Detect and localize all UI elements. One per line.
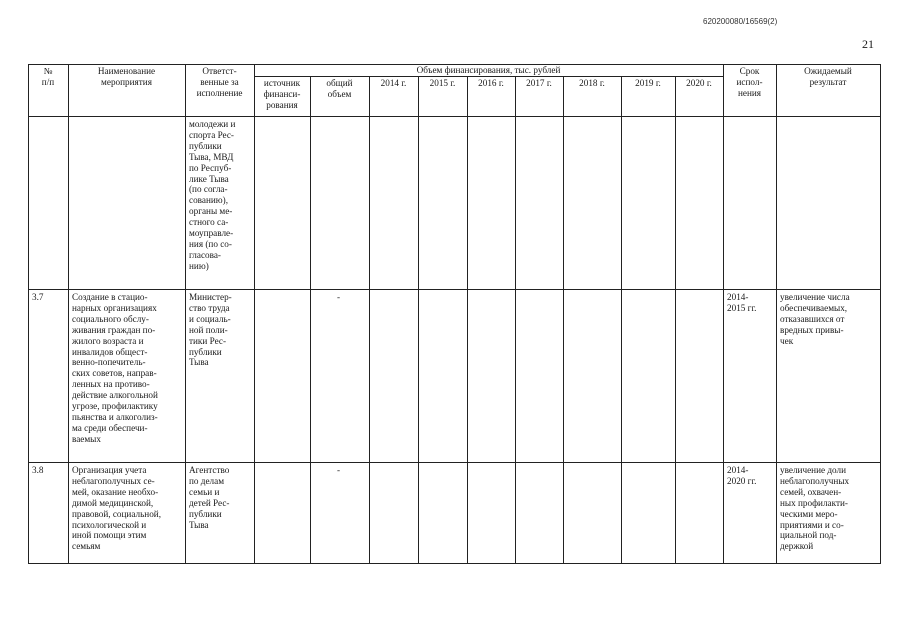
header-year-0 (369, 78, 418, 89)
row-responsible-line: семьи и (189, 486, 220, 497)
header-source (254, 78, 310, 111)
row-responsible-line: стного са- (189, 217, 229, 228)
row-name-line: жилого возраста и (72, 335, 144, 346)
header-deadline-line: Срок (739, 66, 760, 76)
row-responsible-line: по Респуб- (189, 162, 232, 173)
row-result-line: приятиями и со- (780, 519, 844, 530)
row-deadline-line: 2014- (727, 292, 749, 302)
table-rule (28, 116, 881, 117)
row-responsible-line: ной поли- (189, 324, 228, 335)
row-result-line: семей, охвачен- (780, 486, 842, 497)
row-result-line: увеличение числа (780, 292, 850, 302)
table-column-rule (185, 64, 186, 564)
header-year-0-line: 2014 г. (380, 78, 407, 88)
header-year-4-line: 2018 г. (579, 78, 605, 88)
row-name-line: инвалидов общест- (72, 346, 148, 357)
row-name-line: иной помощи этим (72, 530, 147, 541)
row-responsible-line: (по согла- (189, 184, 228, 195)
row-deadline (727, 465, 756, 487)
row-responsible-line: ство труда (189, 302, 230, 313)
row-result-line: ных профилакти- (780, 497, 848, 508)
header-number-line: п/п (41, 76, 55, 87)
row-name-line: венно-попечитель- (72, 357, 146, 368)
row-name-line: Создание в стацио- (72, 292, 148, 302)
header-responsible-line: венные за (200, 76, 239, 87)
row-total (337, 465, 340, 476)
row-responsible-line: и социаль- (189, 313, 231, 324)
row-name-line: пьянства и алкоголиз- (72, 411, 158, 422)
header-name-line: Наименование (97, 66, 156, 76)
row-responsible-line: Тыва (189, 357, 209, 368)
header-funding-title-line: Объем финансирования, тыс. рублей (416, 65, 561, 75)
table-column-rule (880, 64, 881, 564)
header-responsible-line: Ответст- (202, 66, 237, 76)
header-name (68, 66, 185, 88)
header-result-line: результат (809, 76, 847, 87)
table-column-rule (68, 64, 69, 564)
header-name-line: мероприятия (101, 76, 152, 87)
header-total-line: объем (327, 88, 352, 99)
row-responsible-line: публики (189, 140, 222, 151)
row-name (72, 292, 158, 445)
header-deadline-line: нения (737, 87, 762, 98)
row-result-line: ческими меро- (780, 508, 838, 519)
row-number (32, 465, 43, 476)
header-year-3-line: 2017 г. (526, 78, 552, 88)
row-deadline-line: 2020 гг. (727, 475, 757, 486)
header-total (310, 78, 369, 100)
row-deadline-line: 2015 гг. (727, 302, 757, 313)
row-responsible-line: Тыва, МВД (189, 151, 234, 162)
row-deadline-line: 2014- (727, 465, 749, 475)
row-name-line: ленных на противо- (72, 379, 150, 390)
table-column-rule (776, 64, 777, 564)
row-name-line: правовой, социальной, (72, 508, 161, 519)
header-source-line: источник (263, 78, 301, 88)
header-responsible (185, 66, 254, 99)
header-source-line: рования (266, 99, 298, 110)
header-total-line: общий (326, 78, 353, 88)
header-responsible-line: исполнение (196, 87, 243, 98)
row-name-line: мей, оказание необхо- (72, 486, 159, 497)
row-deadline (727, 292, 756, 314)
row-total-line: - (337, 465, 341, 475)
header-number-line: № (43, 66, 53, 76)
row-result-line: неблагополучных (780, 475, 850, 486)
row-result-line: чек (780, 335, 794, 346)
row-responsible-line: Министер- (189, 292, 232, 302)
row-responsible-line: тики Рес- (189, 335, 227, 346)
header-year-1 (418, 78, 467, 89)
row-name-line: ских советов, направ- (72, 368, 157, 379)
table-column-rule (418, 76, 419, 564)
row-name-line: неблагополучных се- (72, 475, 155, 486)
table-rule (28, 289, 881, 290)
header-number (28, 66, 68, 88)
header-result-line: Ожидаемый (804, 66, 852, 76)
row-responsible-line: детей Рес- (189, 497, 230, 508)
row-result (780, 292, 850, 347)
row-total-line: - (337, 292, 341, 302)
row-responsible (189, 292, 232, 368)
table-rule (28, 462, 881, 463)
row-name (72, 465, 161, 552)
table-column-rule (254, 64, 255, 564)
header-year-5 (621, 78, 675, 89)
header-year-2-line: 2016 г. (478, 78, 504, 88)
row-total (337, 292, 340, 303)
row-name-line: семьям (72, 541, 101, 552)
row-responsible-line: публики (189, 346, 222, 357)
row-name-line: действие алкогольной (72, 390, 158, 401)
document-code: 620200080/16569(2) (703, 17, 778, 26)
table-rule (28, 563, 881, 564)
row-responsible (189, 465, 230, 530)
row-name-line: живания граждан по- (72, 324, 156, 335)
row-result-line: отказавшихся от (780, 313, 845, 324)
row-responsible (189, 119, 235, 272)
header-source-line: финанси- (263, 88, 301, 99)
table-column-rule (369, 76, 370, 564)
header-year-6-line: 2020 г. (686, 78, 712, 88)
row-responsible-line: органы ме- (189, 206, 233, 217)
table-column-rule (28, 64, 29, 564)
header-deadline (723, 66, 776, 99)
row-name-line: угрозе, профилактику (72, 401, 158, 412)
row-responsible-line: сованию), (189, 195, 229, 206)
row-name-line: социального обслу- (72, 313, 149, 324)
row-responsible-line: гласова- (189, 249, 221, 260)
table-column-rule (723, 64, 724, 564)
row-name-line: ма среди обеспечи- (72, 422, 148, 433)
row-name-line: психологической и (72, 519, 147, 530)
row-name-line: ваемых (72, 433, 101, 444)
row-number (32, 292, 43, 303)
row-result-line: циальной под- (780, 530, 837, 541)
row-number-line: 3.7 (32, 292, 44, 302)
row-responsible-line: Тыва (189, 519, 209, 530)
table-column-rule (515, 76, 516, 564)
header-year-1-line: 2015 г. (429, 78, 456, 88)
row-result (780, 465, 849, 552)
row-name-line: нарных организациях (72, 302, 157, 313)
table-column-rule (310, 76, 311, 564)
header-year-2 (467, 78, 515, 89)
row-result-line: увеличение доли (780, 465, 847, 475)
header-result (776, 66, 880, 88)
header-year-6 (675, 78, 723, 89)
row-number-line: 3.8 (32, 465, 44, 475)
row-responsible-line: публики (189, 508, 222, 519)
header-deadline-line: испол- (736, 76, 763, 87)
row-responsible-line: моуправле- (189, 228, 234, 239)
header-funding-title (254, 65, 723, 76)
row-responsible-line: ния (по со- (189, 238, 232, 249)
header-year-5-line: 2019 г. (635, 78, 661, 88)
table-column-rule (621, 76, 622, 564)
row-result-line: держкой (780, 541, 814, 552)
table-column-rule (563, 76, 564, 564)
row-responsible-line: нию) (189, 260, 209, 271)
header-year-3 (515, 78, 563, 89)
row-responsible-line: Агентство (189, 465, 230, 475)
row-responsible-line: лике Тыва (189, 173, 229, 184)
table-column-rule (675, 76, 676, 564)
row-result-line: вредных привы- (780, 324, 844, 335)
row-responsible-line: по делам (189, 475, 225, 486)
row-responsible-line: молодежи и (189, 119, 236, 129)
row-name-line: Организация учета (72, 465, 147, 475)
table-rule (254, 76, 723, 77)
page-number: 21 (862, 37, 874, 51)
row-responsible-line: спорта Рес- (189, 129, 234, 140)
table-column-rule (467, 76, 468, 564)
row-name-line: димой медицинской, (72, 497, 154, 508)
row-result-line: обеспечиваемых, (780, 302, 848, 313)
header-year-4 (563, 78, 621, 89)
